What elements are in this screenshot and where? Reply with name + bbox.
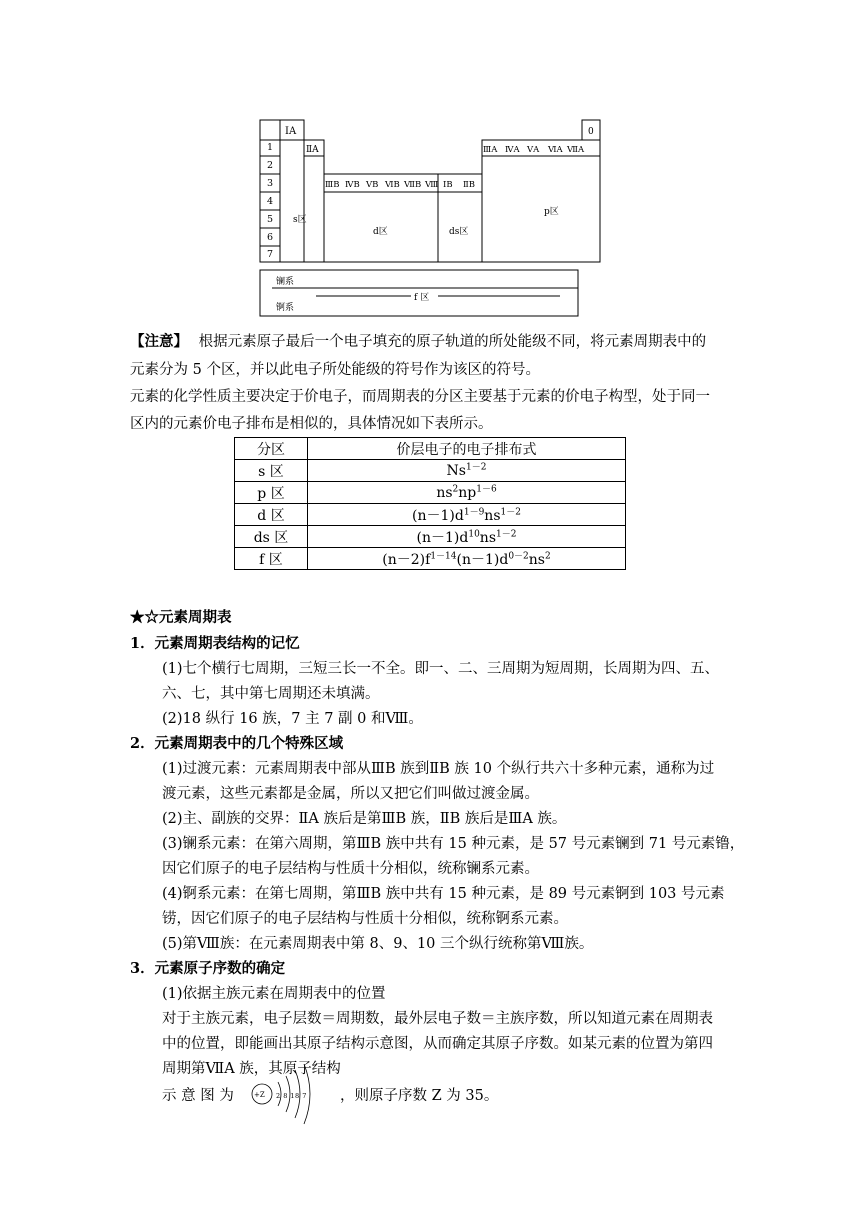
period-label-5: 5 — [267, 214, 274, 225]
para-line-2: 区内的元素价电子排布是相似的，具体情况如下表所示。 — [130, 416, 493, 432]
period-label-4: 4 — [267, 196, 274, 207]
p-block-label: p区 — [544, 207, 559, 217]
block-config-table — [234, 437, 626, 570]
period-label-1: 1 — [267, 142, 274, 153]
ds-group-label-IB: ⅠB — [443, 180, 453, 190]
table-row — [235, 548, 626, 570]
table-header-block: 分区 — [235, 438, 308, 460]
note-label: 【注意】 — [130, 333, 188, 350]
heading-2: 2．元素周期表中的几个特殊区域 — [130, 735, 344, 752]
note-text-1: 根据元素原子最后一个电子填充的原子轨道的所处能级不同，将元素周期表中的 — [198, 334, 707, 350]
table-header-row — [235, 438, 626, 460]
actinide-label: 锕系 — [276, 303, 295, 313]
p-group-label-IVA: ⅣA — [505, 145, 520, 155]
h1-paragraph-1a: (1)七个横行七周期，三短三长一不全。即一、二、三周期为短周期，长周期为四、五、 — [162, 661, 720, 677]
period-label-6: 6 — [267, 232, 274, 243]
h2-paragraph-3b: 因它们原子的电子层结构与性质十分相似，统称镧系元素。 — [162, 861, 539, 877]
d-group-label-VB: ⅤB — [366, 180, 379, 190]
table-header-config: 价层电子的电子排布式 — [308, 438, 626, 460]
d-group-label-VIB: ⅥB — [385, 180, 400, 190]
table-row — [235, 482, 626, 504]
period-label-7: 7 — [267, 249, 274, 260]
p-group-label-VIA: ⅥA — [548, 145, 563, 155]
s-block-label: s区 — [293, 215, 307, 225]
group-label-IA: ⅠA — [285, 126, 297, 137]
d-group-label-IVB: ⅣB — [345, 180, 360, 190]
h2-paragraph-2: (2)主、副族的交界：ⅡA 族后是第ⅢB 族，ⅡB 族后是ⅢA 族。 — [162, 811, 567, 827]
h3-paragraph-2c: 周期第ⅦA 族，其原子结构 — [162, 1061, 341, 1077]
period-label-3: 3 — [267, 178, 274, 189]
group-label-0: 0 — [588, 127, 594, 137]
atom-structure-diagram — [248, 1062, 334, 1132]
f-block-label: f 区 — [414, 293, 430, 303]
h1-paragraph-2: (2)18 纵行 16 族，7 主 7 副 0 和Ⅷ。 — [162, 711, 423, 727]
period-label-2: 2 — [267, 160, 274, 171]
table-cell-block: p 区 — [235, 482, 308, 504]
group-label-IIA: ⅡA — [306, 145, 319, 155]
section-title: ★☆元素周期表 — [130, 609, 232, 626]
table-cell-config: $(n-1)d^{1-9}ns^{1-2}$ — [308, 504, 626, 526]
p-group-label-VIIA: ⅦA — [567, 145, 585, 155]
atom-shell-electrons: 2 8 18 7 — [276, 1092, 307, 1100]
para-line-1: 元素的化学性质主要决定于价电子，而周期表的分区主要基于元素的价电子构型，处于同一 — [130, 389, 710, 405]
table-cell-config: $ns^2np^{1-6}$ — [308, 482, 626, 504]
atom-nucleus-label: +Z — [254, 1091, 265, 1099]
table-cell-config: $Ns^{1-2}$ — [308, 460, 626, 482]
table-row — [235, 504, 626, 526]
d-block-label: d区 — [373, 227, 388, 237]
d-group-label-IIIB: ⅢB — [325, 180, 340, 190]
heading-3: 3．元素原子序数的确定 — [130, 960, 286, 977]
h2-paragraph-4b: 铹，因它们原子的电子层结构与性质十分相似，统称锕系元素。 — [162, 911, 568, 927]
note-line-2: 元素分为 5 个区，并以此电子所处能级的符号作为该区的符号。 — [130, 362, 540, 378]
table-row — [235, 460, 626, 482]
h3-paragraph-3-pre: 示 意 图 为 — [162, 1088, 234, 1104]
d-group-label-VIII: Ⅷ — [425, 180, 439, 190]
h1-paragraph-1b: 六、七，其中第七周期还未填满。 — [162, 686, 380, 702]
table-cell-config: $(n-2)f^{1-14}(n-1)d^{0-2}ns^2$ — [308, 548, 626, 570]
d-group-label-VIIB: ⅦB — [404, 180, 422, 190]
table-cell-block: ds 区 — [235, 526, 308, 548]
ds-block-label: ds区 — [449, 227, 469, 237]
p-group-label-IIIA: ⅢA — [483, 145, 498, 155]
table-cell-config: $(n-1)d^{10}ns^{1-2}$ — [308, 526, 626, 548]
table-cell-block: s 区 — [235, 460, 308, 482]
h3-paragraph-1: (1)依据主族元素在周期表中的位置 — [162, 986, 386, 1002]
note-line-1 — [130, 332, 706, 352]
h2-paragraph-4a: (4)锕系元素：在第七周期，第ⅢB 族中共有 15 种元素，是 89 号元素锕到 103 号元素 — [162, 886, 725, 902]
p-group-label-VA: ⅤA — [527, 145, 540, 155]
table-row — [235, 526, 626, 548]
h3-paragraph-2a: 对于主族元素，电子层数＝周期数，最外层电子数＝主族序数，所以知道元素在周期表 — [162, 1011, 713, 1027]
h2-paragraph-3a: (3)镧系元素：在第六周期，第ⅢB 族中共有 15 种元素，是 57 号元素镧到 71 号元素镥， — [162, 836, 745, 852]
h3-paragraph-2b: 中的位置，即能画出其原子结构示意图，从而确定其原子序数。如某元素的位置为第四 — [162, 1036, 713, 1052]
periodic-table-diagram — [256, 116, 602, 318]
heading-1: 1．元素周期表结构的记忆 — [130, 635, 300, 652]
table-cell-block: f 区 — [235, 548, 308, 570]
lanthanide-label: 镧系 — [276, 277, 295, 287]
h3-paragraph-3-post: ，则原子序数 Z 为 35。 — [340, 1088, 499, 1104]
h2-paragraph-1a: (1)过渡元素：元素周期表中部从ⅢB 族到ⅡB 族 10 个纵行共六十多种元素，通称为过 — [162, 761, 715, 777]
h2-paragraph-1b: 渡元素，这些元素都是金属，所以又把它们叫做过渡金属。 — [162, 786, 539, 802]
ds-group-label-IIB: ⅡB — [463, 180, 476, 190]
table-cell-block: d 区 — [235, 504, 308, 526]
h2-paragraph-5: (5)第Ⅷ族：在元素周期表中第 8、9、10 三个纵行统称第Ⅷ族。 — [162, 936, 594, 952]
